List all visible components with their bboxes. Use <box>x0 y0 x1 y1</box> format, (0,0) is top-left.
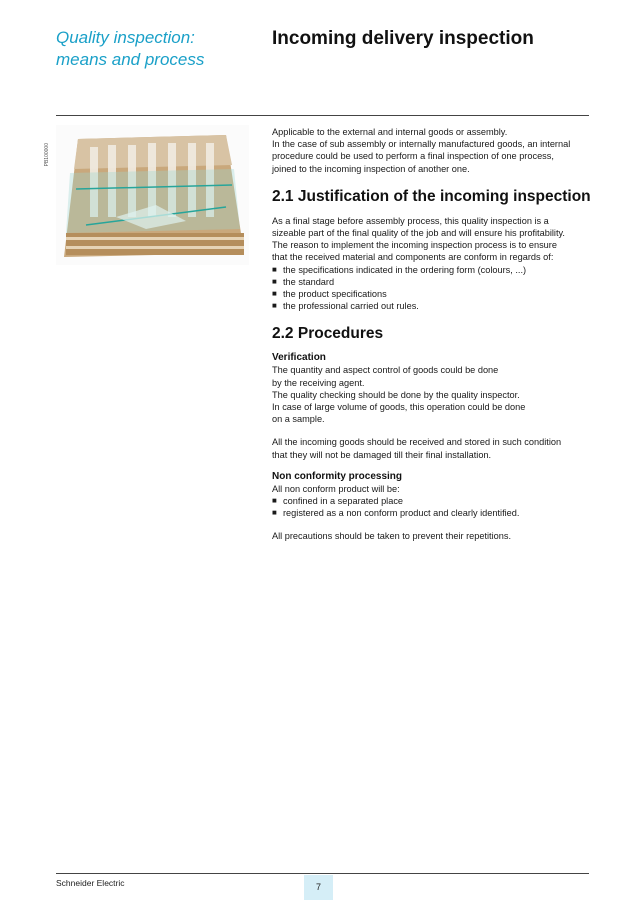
body-line: The quality checking should be done by the quality inspector. <box>272 389 520 400</box>
section-heading-procedures: 2.2 Procedures <box>272 325 384 343</box>
body-line: In case of large volume of goods, this operation could be done <box>272 402 526 413</box>
body-line: As a final stage before assembly process, this quality inspection is a <box>272 215 549 226</box>
list-item: ■ the product specifications <box>272 289 387 300</box>
body-line: that they will not be damaged till their final installation. <box>272 449 492 460</box>
list-item: ■ confined in a separated place <box>272 496 404 507</box>
main-content <box>272 126 592 543</box>
section-heading-justification: 2.1 Justification of the incoming inspection <box>272 187 591 205</box>
section-title-line: means and process <box>56 50 205 69</box>
square-bullet-icon: ■ <box>272 508 277 518</box>
list-item: ■ registered as a non conform product and clearly identified. <box>272 508 520 519</box>
body-line: The quantity and aspect control of goods could be done <box>272 365 499 376</box>
footer-divider <box>56 873 589 874</box>
page-number: 7 <box>304 875 333 900</box>
body-line: All precautions should be taken to prevent their repetitions. <box>272 531 512 542</box>
footer-company: Schneider Electric <box>56 878 125 888</box>
intro-line: joined to the incoming inspection of another one. <box>272 163 470 174</box>
square-bullet-icon: ■ <box>272 264 277 274</box>
square-bullet-icon: ■ <box>272 276 277 286</box>
pallet-photo <box>56 125 249 265</box>
subheading-non-conformity: Non conformity processing <box>272 470 403 482</box>
body-line: All non conform product will be: <box>272 483 400 494</box>
body-line: on a sample. <box>272 414 325 425</box>
body-line: that the received material and components are conform in regards of: <box>272 252 554 263</box>
square-bullet-icon: ■ <box>272 301 277 311</box>
square-bullet-icon: ■ <box>272 289 277 299</box>
intro-line: In the case of sub assembly or internally manufactured goods, an internal <box>272 139 571 150</box>
photo-id-label: PB100000 <box>44 143 50 167</box>
list-item: ■ the professional carried out rules. <box>272 301 419 312</box>
body-line: All the incoming goods should be received and stored in such condition <box>272 437 562 448</box>
intro-line: procedure could be used to perform a final inspection of one process, <box>272 151 554 162</box>
body-line: The reason to implement the incoming inspection process is to ensure <box>272 240 557 251</box>
list-item: ■ the standard <box>272 276 335 287</box>
body-line: by the receiving agent. <box>272 377 365 388</box>
subheading-verification: Verification <box>272 352 326 364</box>
section-title-line: Quality inspection: <box>56 28 195 47</box>
square-bullet-icon: ■ <box>272 496 277 506</box>
body-line: sizeable part of the final quality of the job and will ensure his profitability. <box>272 228 565 239</box>
section-title <box>56 27 246 71</box>
intro-line: Applicable to the external and internal goods or assembly. <box>272 127 508 137</box>
list-item: ■ the specifications indicated in the ordering form (colours, ...) <box>272 264 527 275</box>
page-title: Incoming delivery inspection <box>272 28 534 49</box>
header-divider <box>56 115 589 116</box>
